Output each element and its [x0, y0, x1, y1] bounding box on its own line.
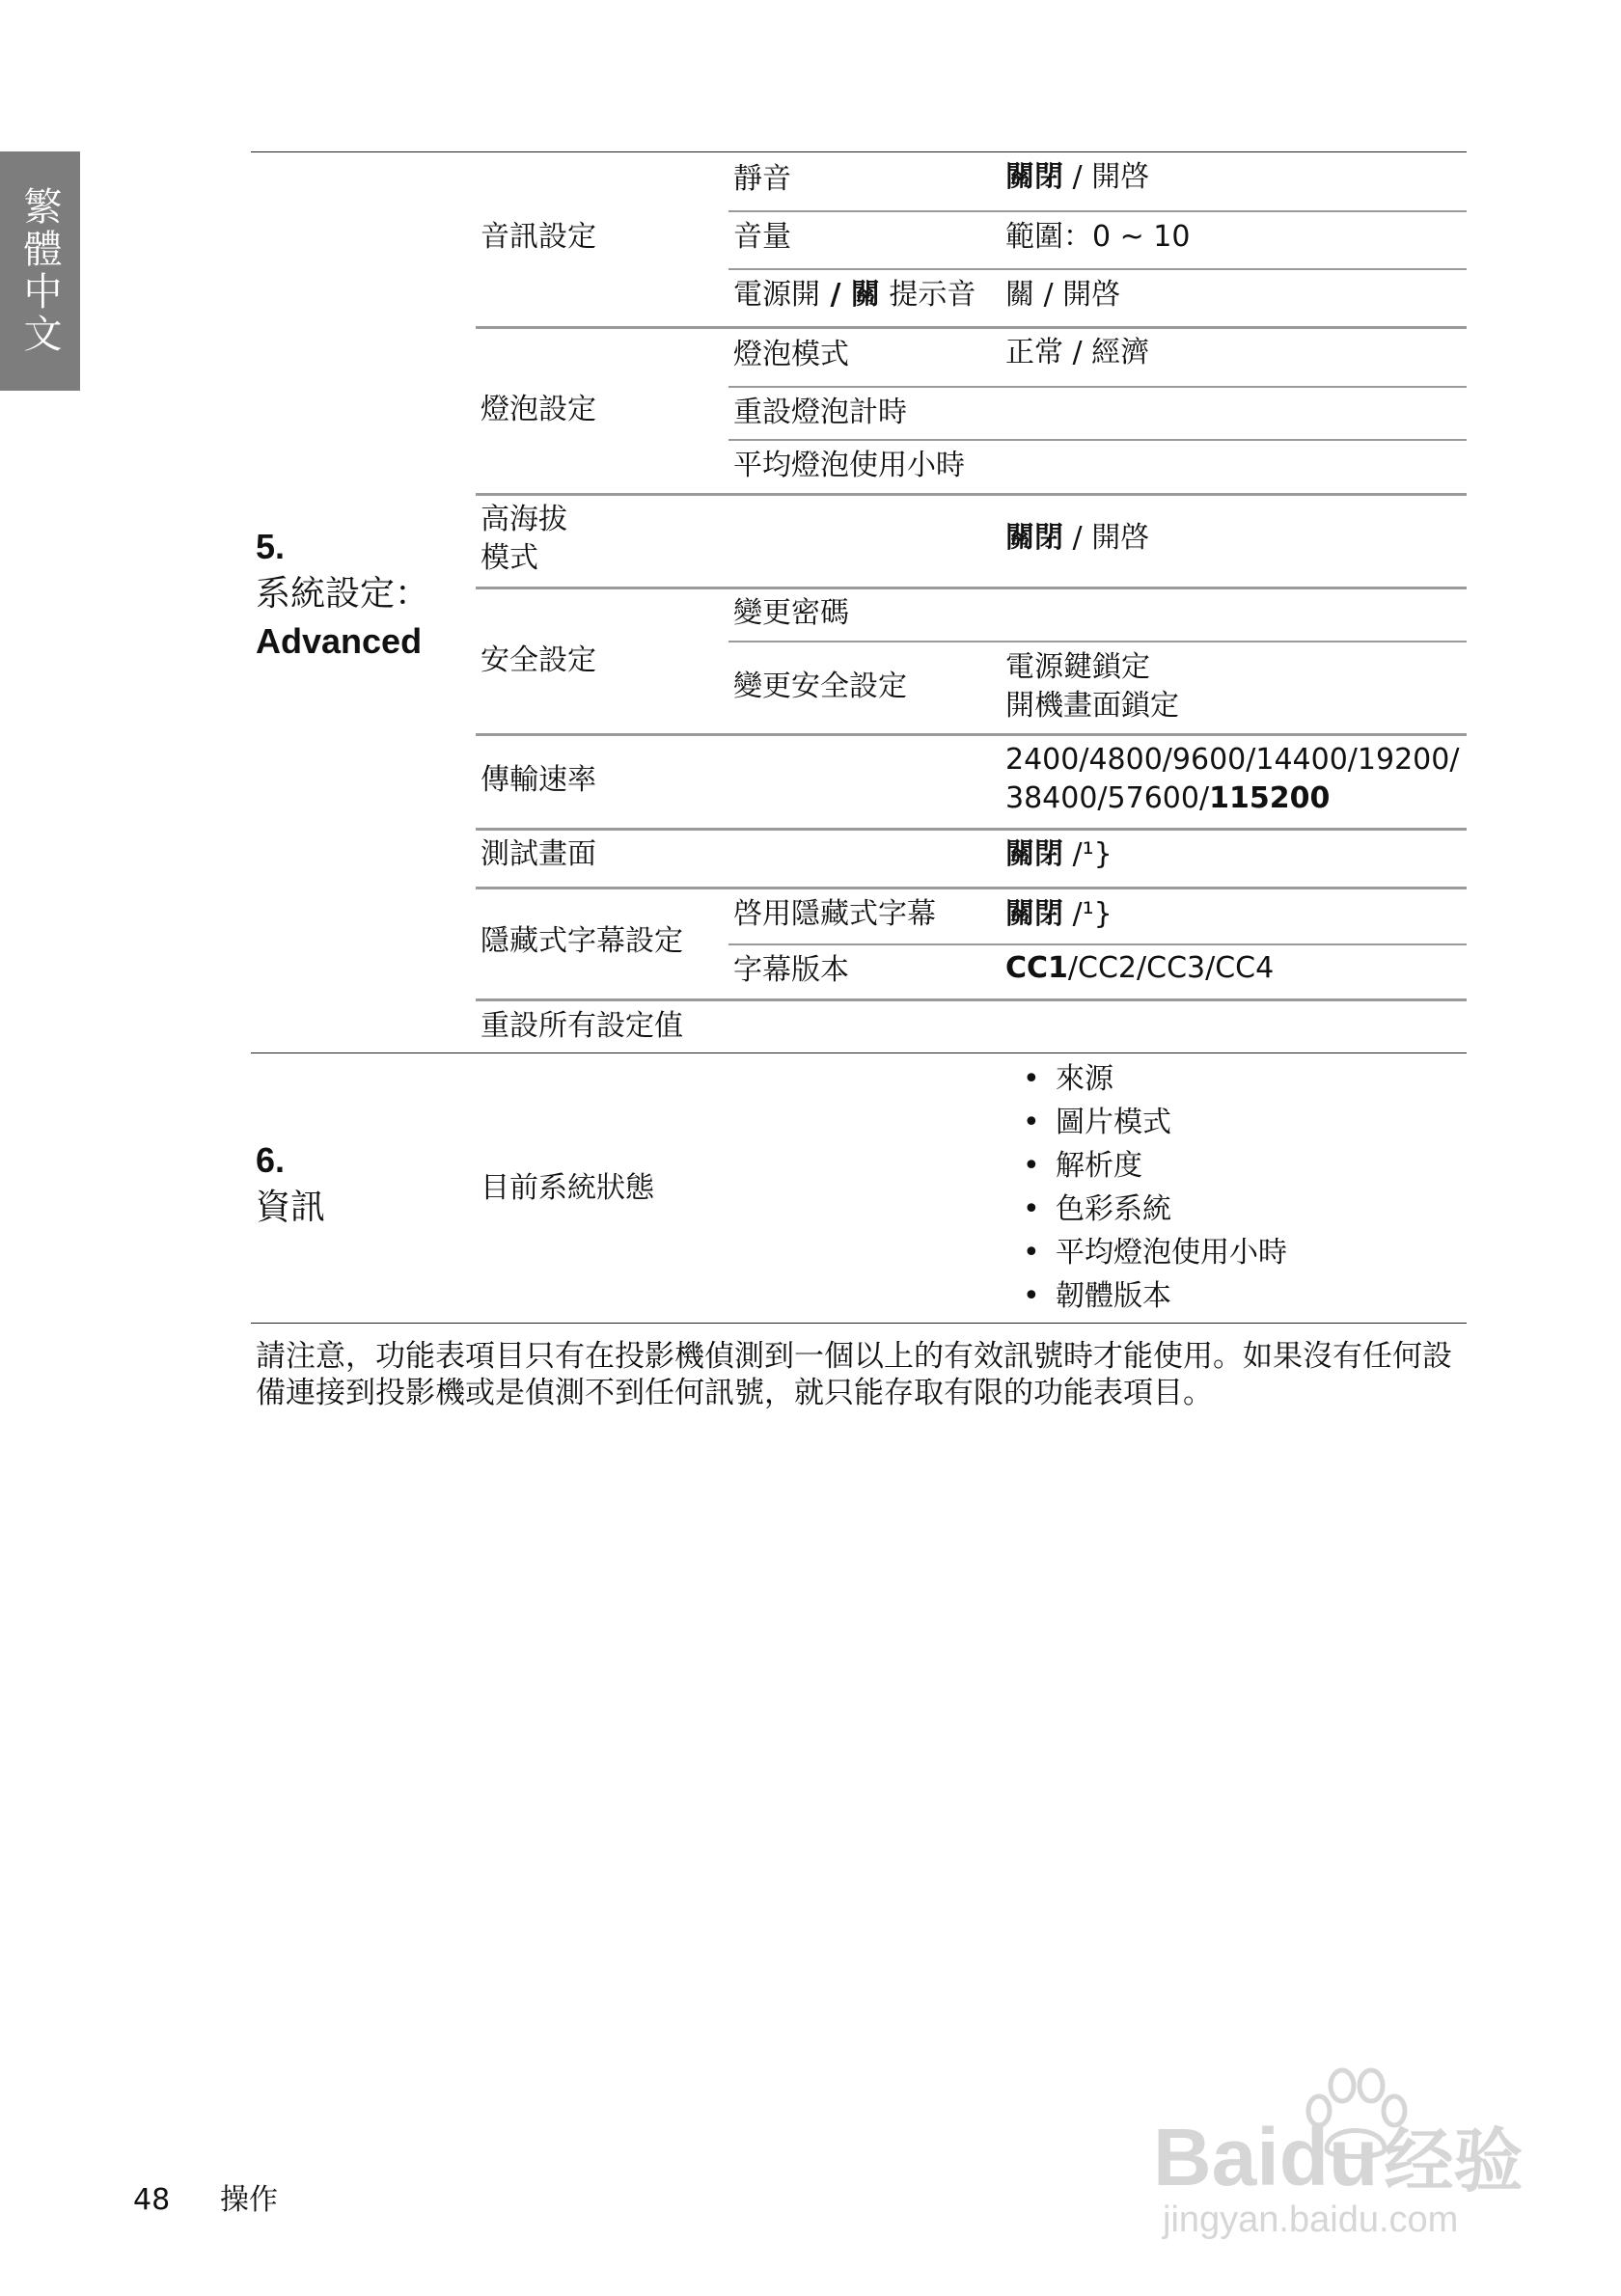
lamp-settings-label: 燈泡設定: [481, 393, 596, 426]
list-item: • 色彩系統: [1023, 1188, 1287, 1231]
mute-value: [1005, 158, 1149, 197]
beep-label-sep: /: [820, 278, 851, 312]
watermark-brand-du: du: [1278, 2112, 1379, 2202]
row-divider: [728, 210, 1467, 212]
list-item: • 平均燈泡使用小時: [1023, 1231, 1287, 1274]
mute-on: 開啓: [1091, 160, 1150, 194]
lamp-mode-value: 正常 / 經濟: [1005, 336, 1150, 369]
change-security-value: [1005, 648, 1179, 725]
baud-rate-line1: 2400/4800/9600/14400/19200/: [1005, 743, 1460, 777]
list-item: • 解析度: [1023, 1144, 1287, 1188]
mute-sep: /: [1063, 160, 1092, 194]
test-pattern-suffix: /¹}: [1063, 837, 1113, 871]
table-top-rule: [251, 151, 1467, 152]
cc-enable-off: 關閉: [1005, 897, 1063, 931]
cc-enable-value: [1005, 895, 1113, 934]
section-6-heading: [256, 1136, 325, 1231]
beep-label-b: 關: [850, 278, 880, 312]
baud-rate-line2: [1005, 779, 1459, 818]
high-altitude-label: [481, 501, 567, 578]
change-security-label: 變更安全設定: [733, 670, 907, 703]
watermark-brand: [1153, 2105, 1523, 2205]
list-item: • 來源: [1023, 1057, 1287, 1101]
language-tab: 繁體中文: [0, 151, 80, 391]
high-altitude-line1: 高海拔: [481, 503, 567, 536]
beep-label-a: 電源開: [733, 278, 820, 312]
section-5-subtitle: Advanced: [256, 621, 423, 661]
high-altitude-off: 關閉: [1005, 521, 1063, 555]
mute-label: 靜音: [733, 162, 791, 196]
row-divider: [728, 641, 1467, 642]
reset-lamp-timer-label: 重設燈泡計時: [733, 396, 907, 429]
watermark-brand-cn: 经验: [1384, 2120, 1524, 2201]
security-settings-label: 安全設定: [481, 643, 596, 677]
row-divider: [476, 828, 1467, 831]
test-pattern-off: 關閉: [1005, 837, 1063, 871]
high-altitude-on: 開啓: [1091, 521, 1150, 555]
row-divider: [476, 493, 1467, 496]
test-pattern-value: [1005, 835, 1113, 874]
row-divider: [728, 943, 1467, 945]
test-pattern-label: 測試畫面: [481, 837, 596, 871]
footer-section: 操作: [220, 2183, 278, 2217]
baud-rate-default: 115200: [1209, 781, 1331, 815]
cc-version-default: CC1: [1005, 951, 1068, 985]
lamp-mode-label: 燈泡模式: [733, 338, 849, 371]
baud-rate-label: 傳輸速率: [481, 763, 596, 797]
section-5-title: 系統設定：: [256, 574, 430, 614]
volume-value: 範圍：0 ~ 10: [1005, 220, 1191, 254]
power-key-lock: 電源鍵鎖定: [1005, 650, 1150, 684]
splash-screen-lock: 開機畫面鎖定: [1005, 689, 1179, 723]
system-status-list: [1023, 1057, 1287, 1318]
row-divider: [476, 587, 1467, 589]
list-item: • 圖片模式: [1023, 1101, 1287, 1144]
watermark-brand-bai: Bai: [1153, 2112, 1279, 2202]
change-password-label: 變更密碼: [733, 596, 849, 630]
high-altitude-value: [1005, 519, 1149, 558]
page-number: 48: [133, 2183, 171, 2217]
row-divider: [476, 326, 1467, 329]
power-beep-label: [733, 276, 975, 314]
cc-version-label: 字幕版本: [733, 953, 849, 987]
availability-note: 請注意，功能表項目只有在投影機偵測到一個以上的有效訊號時才能使用。如果沒有任何設備連接到投影機或是偵測不到任何訊號，就只能存取有限的功能表項目。: [256, 1339, 1452, 1410]
high-altitude-line2: 模式: [481, 541, 538, 575]
section-5-number: 5.: [256, 527, 286, 566]
beep-label-c: 提示音: [879, 278, 976, 312]
power-beep-value: 關 / 開啓: [1005, 278, 1121, 312]
cc-enable-label: 啓用隱藏式字幕: [733, 897, 936, 931]
audio-settings-label: 音訊設定: [481, 220, 596, 254]
reset-all-label: 重設所有設定值: [481, 1009, 683, 1043]
section-6-title: 資訊: [256, 1188, 326, 1227]
high-altitude-sep: /: [1063, 521, 1092, 555]
system-status-label: 目前系統狀態: [481, 1171, 654, 1205]
volume-label: 音量: [733, 220, 791, 254]
row-divider: [728, 439, 1467, 441]
cc-enable-suffix: /¹}: [1063, 897, 1113, 931]
row-divider: [476, 733, 1467, 736]
list-item: • 韌體版本: [1023, 1274, 1287, 1318]
baud-rate-value: [1005, 741, 1459, 818]
row-divider: [476, 998, 1467, 1001]
section-5-heading: [256, 523, 429, 665]
avg-lamp-hours-label: 平均燈泡使用小時: [733, 449, 965, 482]
table-bottom-rule: [251, 1323, 1467, 1324]
mute-off: 關閉: [1005, 160, 1063, 194]
cc-version-rest: /CC2/CC3/CC4: [1067, 951, 1275, 985]
row-divider: [476, 887, 1467, 889]
cc-version-value: [1005, 949, 1274, 988]
baud-rate-line2-prefix: 38400/57600/: [1005, 781, 1210, 815]
closed-caption-label: 隱藏式字幕設定: [481, 924, 683, 958]
watermark-url: jingyan.baidu.com: [1163, 2200, 1459, 2240]
section-divider: [251, 1052, 1467, 1053]
section-6-number: 6.: [256, 1140, 286, 1180]
row-divider: [728, 386, 1467, 388]
row-divider: [728, 268, 1467, 270]
